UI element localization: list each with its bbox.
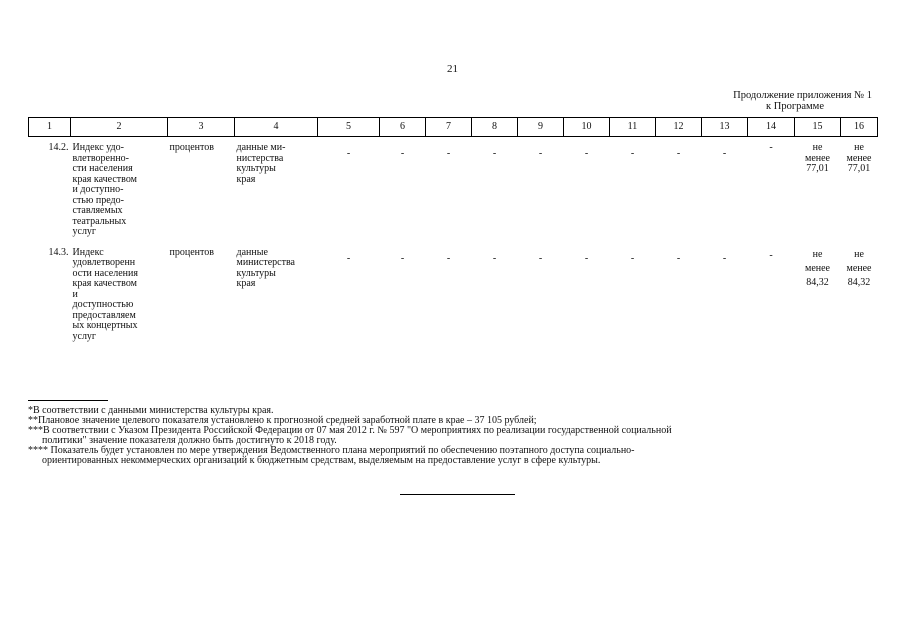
column-number: 2 [71, 118, 168, 137]
end-separator [400, 494, 515, 495]
value-cell: - [346, 148, 351, 159]
table-row [29, 248, 878, 343]
value-cell: - [400, 148, 405, 159]
value-cell: - [346, 252, 351, 264]
column-number: 15 [795, 118, 841, 137]
column-number: 1 [29, 118, 71, 137]
indicator-name: Индекс удовлетворенн ости населения края качеством и доступностью предоставляем ых концертных услуг [72, 246, 138, 342]
value-cell: - [722, 252, 727, 264]
column-number: 16 [841, 118, 878, 137]
row-number: 14.3. [48, 246, 69, 258]
column-number: 7 [426, 118, 472, 137]
value-cell: - [492, 252, 497, 264]
column-number: 14 [748, 118, 795, 137]
value-cell: - [538, 148, 543, 159]
footnotes [28, 406, 886, 466]
column-number: 12 [656, 118, 702, 137]
row-number: 14.2. [48, 142, 69, 153]
value-cell-15: не менее 84,32 [805, 248, 830, 288]
column-number: 4 [235, 118, 318, 137]
column-number: 13 [702, 118, 748, 137]
column-number: 5 [318, 118, 380, 137]
value-cell: - [400, 252, 405, 264]
value-cell: - [538, 252, 543, 264]
value-cell: - [676, 252, 681, 264]
continuation-line-2: к Программе [766, 101, 824, 112]
continuation-line-1: Продолжение приложения № 1 [733, 90, 872, 101]
column-number-row [29, 118, 878, 137]
footnote-3-continued: политики" значение показателя должно быть достигнуто к 2018 году. [42, 435, 337, 446]
source-cell: данные министерства культуры края [236, 246, 295, 289]
column-number: 10 [564, 118, 610, 137]
value-cell: - [769, 249, 773, 261]
value-cell: - [584, 252, 589, 264]
value-cell: - [446, 148, 451, 159]
indicator-table [28, 117, 878, 342]
footnote-separator [28, 400, 108, 401]
value-cell: - [584, 148, 589, 159]
footnote-4-continued: ориентированных некоммерческих организаций к бюджетным средствам, выделяемым на предоставление услуг в сфере культуры. [42, 455, 601, 466]
column-number: 8 [472, 118, 518, 137]
source-cell: данные ми- нистерства культуры края [236, 142, 286, 185]
page-number: 21 [447, 63, 458, 75]
value-cell: - [676, 148, 681, 159]
table-row [29, 143, 878, 238]
value-cell: - [722, 148, 727, 159]
footnote-2: **Плановое значение целевого показателя установлено к прогнозной средней заработной плате в крае – 37 105 рублей; [28, 415, 537, 426]
column-number: 3 [168, 118, 235, 137]
unit-cell: процентов [169, 246, 214, 258]
unit-cell: процентов [169, 142, 214, 153]
footnote-3: ***В соответствии с Указом Президента Российской Федерации от 07 мая 2012 г. № 597 "О мероприятиях по реализации государственной социальной [28, 425, 672, 436]
value-cell-16: не менее 84,32 [846, 248, 872, 288]
value-cell: - [630, 148, 635, 159]
column-number: 9 [518, 118, 564, 137]
continuation-heading [640, 90, 872, 112]
indicator-name: Индекс удо- влетворенно- сти населения края качеством и доступно- стью предо- ставляемых театральных услуг [72, 142, 137, 237]
footnote-1: *В соответствии с данными министерства культуры края. [28, 405, 274, 416]
value-cell: - [769, 142, 773, 153]
value-cell: - [446, 252, 451, 264]
value-cell: - [630, 252, 635, 264]
column-number: 6 [380, 118, 426, 137]
value-cell: - [492, 148, 497, 159]
column-number: 11 [610, 118, 656, 137]
value-cell-15: не менее 77,01 [805, 142, 830, 174]
value-cell-16: не менее 77,01 [846, 142, 872, 174]
footnote-4: **** Показатель будет установлен по мере утверждения Ведомственного плана мероприятий по обеспечению поэтапного доступа социально- [28, 445, 635, 456]
